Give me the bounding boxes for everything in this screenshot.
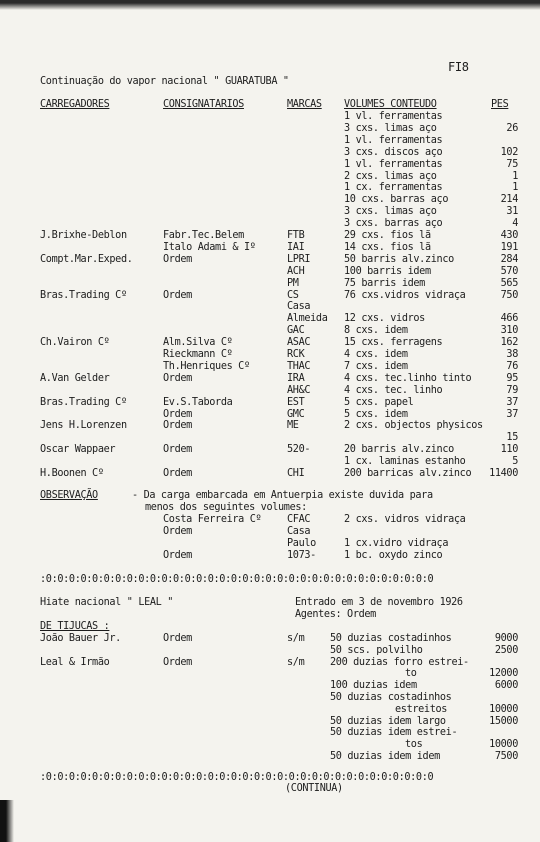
volume-cell: 4 cxs. tec. linho	[344, 384, 443, 396]
volume-cell: 2 cxs. limas aço	[344, 170, 437, 182]
weight-cell: 26	[506, 122, 518, 134]
volume-cell: 75 barris idem	[344, 277, 425, 289]
separator-line-bottom: :0:0:0:0:0:0:0:0:0:0:0:0:0:0:0:0:0:0:0:0:0:0:0:0:0:0:0:0:0:0:0:0:0:0	[40, 772, 434, 783]
weight-cell: 15	[506, 432, 518, 444]
ship-agents: Agentes: Ordem	[295, 609, 376, 620]
shipper-cell: Bras.Trading Cº	[40, 289, 127, 301]
volume-cell: 100 barris idem	[344, 265, 431, 277]
volume-cell: 4 cxs. tec.linho tinto	[344, 372, 472, 384]
volume-cell: 8 cxs. idem	[344, 325, 408, 337]
weight-cell: 75	[506, 158, 518, 170]
observacao-label: OBSERVAÇÃO	[40, 490, 98, 501]
shipper-cell: Ch.Vairon Cº	[40, 337, 110, 349]
weight-cell: 79	[506, 384, 518, 396]
shipper-cell: Jens H.Lorenzen	[40, 420, 127, 432]
header-volumes-conteudo: VOLUMES CONTEUDO	[344, 99, 437, 110]
ship-arrival: Entrado em 3 de novembro 1926	[295, 597, 463, 608]
observacao-text: - Da carga embarcada em Antuerpia existe duvida para	[132, 490, 433, 501]
weight-cell: 76	[506, 360, 518, 372]
weight-cell: 110	[500, 444, 518, 456]
mark-cell: Almeida	[287, 313, 328, 325]
weight-cell: 10000	[489, 703, 518, 715]
consignee-cell: Ordem	[163, 372, 192, 384]
weight-cell: 38	[506, 349, 518, 360]
weight-cell: 102	[500, 146, 518, 158]
consignee-cell: Ordem	[163, 408, 192, 420]
weight-cell: 7500	[494, 751, 518, 762]
consignee-cell: Ordem	[163, 253, 192, 265]
volume-cell: 2 cxs. vidros vidraça	[344, 514, 466, 525]
weight-cell: 95	[506, 372, 518, 384]
shipper-cell: Compt.Mar.Exped.	[40, 253, 133, 265]
weight-cell: 214	[500, 194, 518, 206]
volume-cell: 1 cx. ferramentas	[344, 182, 443, 194]
page-number: FI8	[448, 60, 469, 74]
mark-cell: Casa	[287, 301, 311, 313]
consignee-cell: Th.Henriques Cº	[163, 360, 250, 372]
volume-cell: 200 duzias forro estrei-	[330, 656, 469, 668]
shipper-cell: H.Boonen Cº	[40, 468, 104, 479]
volume-cell: 7 cxs. idem	[344, 360, 408, 372]
volume-cell: 1 vl. ferramentas	[344, 111, 443, 122]
mark-cell: CS	[287, 289, 299, 301]
consignee-cell: Ordem	[163, 289, 192, 301]
volume-cell: 50 scs. polvilho	[330, 644, 423, 656]
mark-cell: LPRI	[287, 253, 311, 265]
mark-cell: GAC	[287, 325, 305, 337]
page-title: Continuação do vapor nacional " GUARATUBA "	[40, 76, 289, 87]
mark-cell: 520-	[287, 444, 311, 456]
mark-cell: CHI	[287, 468, 305, 479]
section-heading: DE TIJUCAS :	[40, 621, 110, 632]
shipper-cell: Oscar Wappaer	[40, 444, 116, 456]
volume-cell: 3 cxs. discos aço	[344, 146, 443, 158]
volume-cell: 2 cxs. objectos physicos	[344, 420, 483, 432]
consignee-cell: Ordem	[163, 444, 192, 456]
volume-cell: tos	[405, 739, 423, 751]
volume-cell: 29 cxs. fios lã	[344, 230, 431, 241]
weight-cell: 5	[512, 456, 518, 468]
consignee-cell: Ordem	[163, 549, 192, 561]
mark-cell: ME	[287, 420, 299, 432]
consignee-cell: Italo Adami & Iº	[163, 241, 256, 253]
volume-cell: 100 duzias idem	[330, 680, 417, 692]
volume-cell: 10 cxs. barras aço	[344, 194, 449, 206]
mark-cell: IAI	[287, 241, 305, 253]
separator-line: :0:0:0:0:0:0:0:0:0:0:0:0:0:0:0:0:0:0:0:0:0:0:0:0:0:0:0:0:0:0:0:0:0:0	[40, 574, 434, 585]
consignee-cell: Rieckmann Cº	[163, 349, 233, 360]
volume-cell: 1 bc. oxydo zinco	[344, 549, 443, 561]
weight-cell: 162	[500, 337, 518, 349]
consignee-cell: Ordem	[163, 656, 192, 668]
weight-cell: 31	[506, 206, 518, 218]
consignee-cell: Costa Ferreira Cº	[163, 514, 262, 525]
observacao-text-2: menos dos seguintes volumes:	[145, 502, 307, 513]
volume-cell: 50 duzias idem estrei-	[330, 727, 458, 739]
header-consignatarios: CONSIGNATARIOS	[163, 99, 244, 110]
header-peso: PES	[491, 99, 509, 110]
volume-cell: 3 cxs. limas aço	[344, 206, 437, 218]
weight-cell: 2500	[494, 644, 518, 656]
shipper-cell: J.Brixhe-Deblon	[40, 230, 127, 241]
mark-cell: Paulo	[287, 537, 316, 549]
weight-cell: 191	[500, 241, 518, 253]
continua-label: (CONTINUA)	[285, 783, 343, 794]
volume-cell: 4 cxs. idem	[344, 349, 408, 360]
consignee-cell: Fabr.Tec.Belem	[163, 230, 244, 241]
mark-cell: CFAC	[287, 514, 311, 525]
consignee-cell: Ordem	[163, 525, 192, 537]
volume-cell: 12 cxs. vidros	[344, 313, 425, 325]
volume-cell: 3 cxs. limas aço	[344, 122, 437, 134]
weight-cell: 15000	[489, 715, 518, 727]
header-marcas: MARCAS	[287, 99, 322, 110]
weight-cell: 570	[500, 265, 518, 277]
mark-cell: RCK	[287, 349, 305, 360]
scan-left-edge	[0, 800, 14, 842]
shipper-cell: A.Van Gelder	[40, 372, 110, 384]
mark-cell: s/m	[287, 633, 305, 644]
mark-cell: s/m	[287, 656, 305, 668]
weight-cell: 466	[500, 313, 518, 325]
volume-cell: to	[405, 668, 417, 680]
weight-cell: 430	[500, 230, 518, 241]
weight-cell: 11400	[489, 468, 518, 479]
mark-cell: EST	[287, 396, 305, 408]
header-carregadores: CARREGADORES	[40, 99, 110, 110]
shipper-cell: Bras.Trading Cº	[40, 396, 127, 408]
weight-cell: 12000	[489, 668, 518, 680]
volume-cell: 50 barris alv.zinco	[344, 253, 454, 265]
mark-cell: ASAC	[287, 337, 311, 349]
weight-cell: 37	[506, 396, 518, 408]
mark-cell: 1073-	[287, 549, 316, 561]
weight-cell: 284	[500, 253, 518, 265]
consignee-cell: Ordem	[163, 468, 192, 479]
volume-cell: 1 cx. laminas estanho	[344, 456, 466, 468]
mark-cell: ACH	[287, 265, 305, 277]
consignee-cell: Ordem	[163, 633, 192, 644]
scan-top-edge	[0, 0, 540, 10]
volume-cell: 50 duzias costadinhos	[330, 633, 452, 644]
mark-cell: AH&C	[287, 384, 311, 396]
ship-title: Hiate nacional " LEAL "	[40, 597, 174, 608]
weight-cell: 750	[500, 289, 518, 301]
volume-cell: estreitos	[395, 703, 448, 715]
consignee-cell: Alm.Silva Cº	[163, 337, 233, 349]
shipper-cell: Leal & Irmão	[40, 656, 110, 668]
mark-cell: Casa	[287, 525, 311, 537]
weight-cell: 9000	[494, 633, 518, 644]
volume-cell: 14 cxs. fios lã	[344, 241, 431, 253]
volume-cell: 1 vl. ferramentas	[344, 134, 443, 146]
mark-cell: FTB	[287, 230, 305, 241]
shipper-cell: João Bauer Jr.	[40, 633, 121, 644]
weight-cell: 1	[512, 182, 518, 194]
weight-cell: 310	[500, 325, 518, 337]
mark-cell: THAC	[287, 360, 311, 372]
weight-cell: 565	[500, 277, 518, 289]
volume-cell: 3 cxs. barras aço	[344, 218, 443, 230]
volume-cell: 15 cxs. ferragens	[344, 337, 443, 349]
mark-cell: IRA	[287, 372, 305, 384]
volume-cell: 20 barris alv.zinco	[344, 444, 454, 456]
mark-cell: PM	[287, 277, 299, 289]
weight-cell: 6000	[494, 680, 518, 692]
volume-cell: 1 vl. ferramentas	[344, 158, 443, 170]
consignee-cell: Ev.S.Taborda	[163, 396, 233, 408]
consignee-cell: Ordem	[163, 420, 192, 432]
mark-cell: GMC	[287, 408, 305, 420]
volume-cell: 200 barricas alv.zinco	[344, 468, 472, 479]
volume-cell: 50 duzias idem idem	[330, 751, 440, 762]
weight-cell: 4	[512, 218, 518, 230]
volume-cell: 50 duzias idem largo	[330, 715, 446, 727]
volume-cell: 76 cxs.vidros vidraça	[344, 289, 466, 301]
volume-cell: 5 cxs. idem	[344, 408, 408, 420]
weight-cell: 10000	[489, 739, 518, 751]
volume-cell: 1 cx.vidro vidraça	[344, 537, 449, 549]
weight-cell: 37	[506, 408, 518, 420]
volume-cell: 5 cxs. papel	[344, 396, 414, 408]
weight-cell: 1	[512, 170, 518, 182]
volume-cell: 50 duzias costadinhos	[330, 692, 452, 703]
